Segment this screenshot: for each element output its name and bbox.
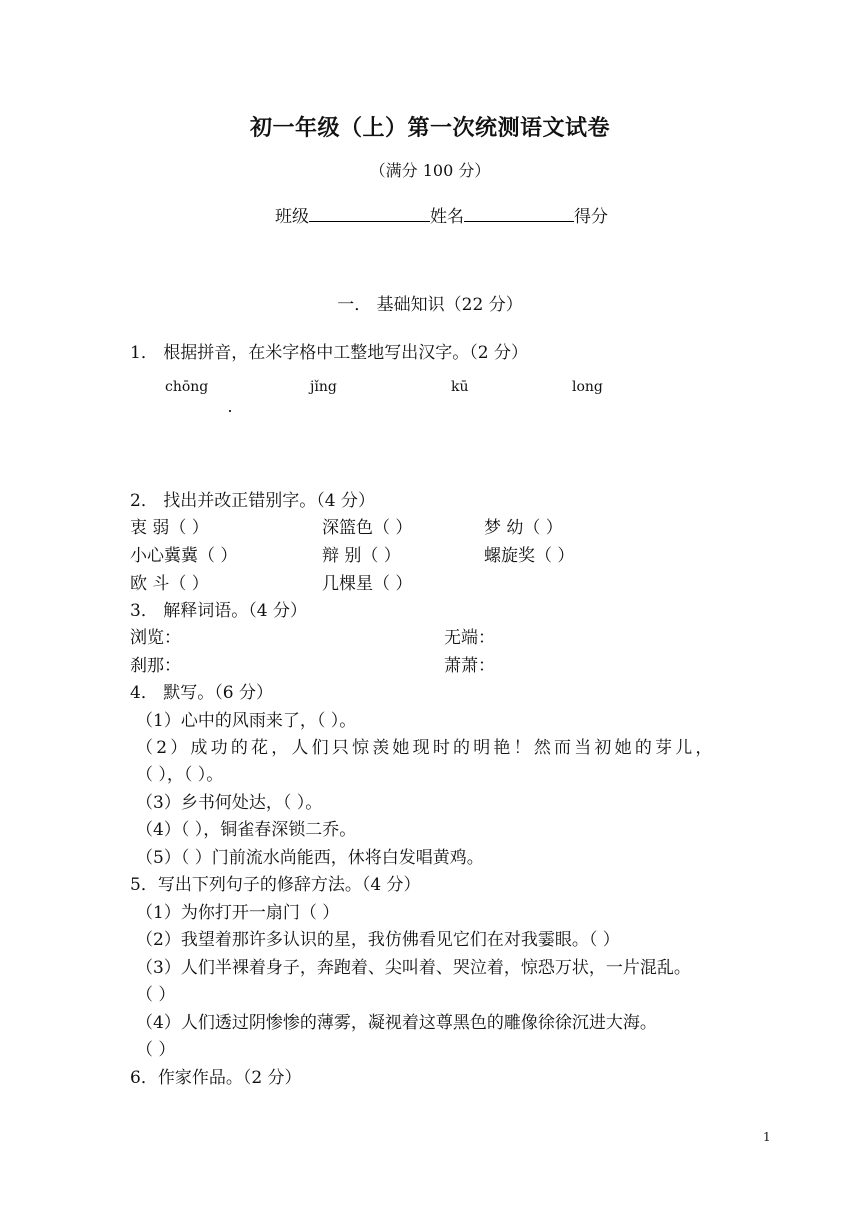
section-heading: 一． 基础知识（22 分） [337, 295, 523, 315]
typo-item: 梦 幼（ ） [484, 518, 563, 538]
rhetoric-line: （2）我望着那许多认识的星，我仿佛看见它们在对我霎眼。（ ） [136, 930, 620, 950]
term-label: 萧萧： [444, 656, 495, 676]
name-label: 姓名 [430, 207, 464, 227]
typo-item: 小心冀冀（ ） [130, 546, 238, 566]
pinyin-2: jǐng [310, 379, 337, 395]
class-blank[interactable] [309, 207, 430, 222]
question-3: 3． 解释词语。（4 分） [130, 601, 307, 621]
recite-line: （4）（ ），铜雀春深锁二乔。 [136, 820, 357, 840]
question-4: 4． 默写。（6 分） [130, 683, 273, 703]
student-info-row [275, 207, 608, 226]
class-label: 班级 [275, 207, 309, 227]
rhetoric-line: （3）人们半裸着身子，奔跑着、尖叫着、哭泣着，惊恐万状，一片混乱。 [136, 958, 691, 978]
page-subtitle: （满分 100 分） [369, 161, 491, 180]
stray-mark [229, 410, 231, 412]
question-2: 2． 找出并改正错别字。（4 分） [130, 491, 375, 511]
page-number: 1 [763, 1130, 771, 1144]
pinyin-3: kū [451, 379, 469, 395]
page-title: 初一年级（上）第一次统测语文试卷 [249, 115, 610, 141]
typo-item: 辩 别（ ） [322, 546, 401, 566]
rhetoric-line: （ ） [136, 1040, 176, 1060]
question-6: 6．作家作品。（2 分） [130, 1068, 302, 1088]
term-label: 浏览： [130, 628, 181, 648]
question-5: 5．写出下列句子的修辞方法。（4 分） [130, 875, 421, 895]
typo-item: 几棵星（ ） [322, 574, 413, 594]
question-1: 1． 根据拼音，在米字格中工整地写出汉字。（2 分） [130, 343, 528, 363]
name-blank[interactable] [464, 207, 574, 222]
recite-line: （3）乡书何处达，（ ）。 [136, 793, 323, 813]
score-label: 得分 [574, 207, 608, 227]
pinyin-1: chōng [165, 379, 209, 395]
typo-item: 深篮色（ ） [322, 518, 413, 538]
typo-item: 螺旋奖（ ） [484, 546, 575, 566]
rhetoric-line: （ ） [136, 985, 176, 1005]
typo-item: 欧 斗（ ） [130, 574, 209, 594]
rhetoric-line: （4）人们透过阴惨惨的薄雾，凝视着这尊黑色的雕像徐徐沉进大海。 [136, 1013, 657, 1033]
term-label: 无端： [444, 628, 495, 648]
typo-item: 衷 弱（ ） [130, 518, 209, 538]
recite-line: （2）成功的花，人们只惊羡她现时的明艳！然而当初她的芽儿， [136, 738, 716, 758]
recite-line: （5）（ ）门前流水尚能西，休将白发唱黄鸡。 [136, 848, 484, 868]
term-label: 刹那： [130, 656, 181, 676]
pinyin-4: long [572, 379, 603, 395]
recite-line: （ ），（ ）。 [136, 765, 224, 785]
rhetoric-line: （1）为你打开一扇门（ ） [136, 903, 340, 923]
recite-line: （1）心中的风雨来了，（ ）。 [136, 711, 357, 731]
